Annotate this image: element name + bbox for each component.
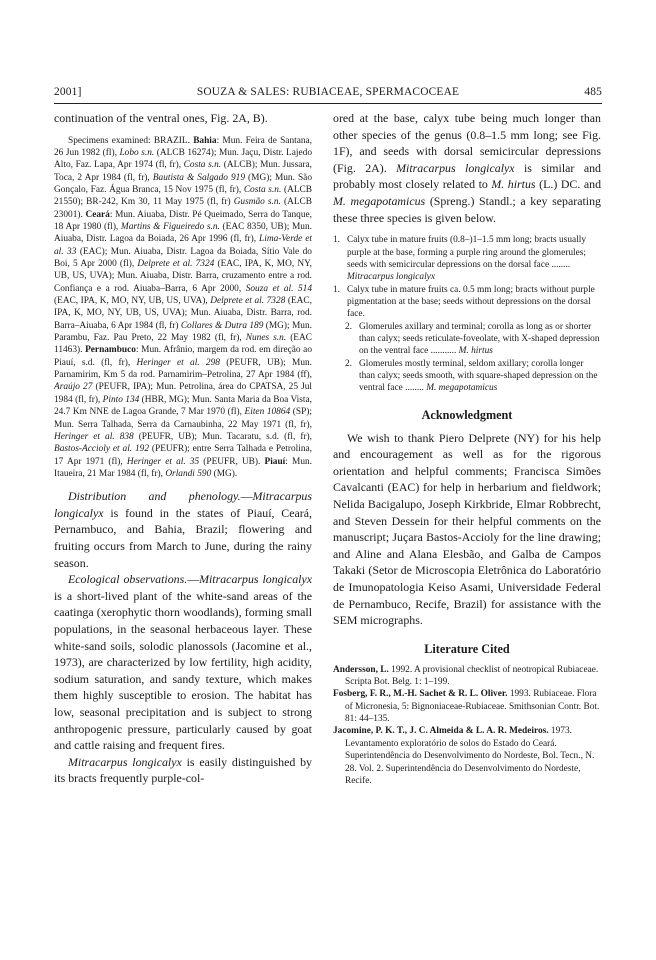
collector: Delprete et al. 7328 [210, 296, 286, 307]
key-taxon: Mitracarpus longicalyx [347, 272, 435, 283]
right-column [333, 110, 601, 787]
key-text: Glomerules axillary and terminal; corolla as long as or shorter than calyx; seeds reticulate-foveolate, with X-shaped depression on the ventral face [359, 321, 600, 357]
key-lead [359, 358, 601, 395]
reference-authors: Jacomine, P. K. T., J. C. Almeida & L. A. R. Medeiros. [333, 726, 549, 737]
distribution-paragraph [54, 488, 312, 571]
key-number: 1. [333, 235, 341, 246]
reference-text: 1973. Levantamento exploratório de solos do Estado do Ceará. Superintendência do Desenvolvimento do Nordeste, Bol. Tecn., N. 28. Vol. 2. Superintendência do Desenvolvimento do Nordeste, Recife. [345, 726, 595, 786]
key-text: Glomerules mostly terminal, seldom axillary; corolla longer than calyx; seeds smooth, with square-shaped depression on the ventral face [359, 358, 598, 394]
reference-authors: Andersson, L. [333, 664, 389, 675]
collector: Lobo s.n. [119, 147, 155, 158]
running-title: SOUZA & SALES: RUBIACEAE, SPERMACOCEAE [196, 86, 460, 98]
collector: Heringer et al. 838 [54, 431, 134, 442]
ecology-heading: Ecological observations. [68, 572, 188, 587]
collector: Heringer et al. 298 [136, 357, 220, 368]
specimen-text: (MG); Mun. São Gonçalo, Faz. Água Branca, 15 Nov 1975 (fl, fr), [54, 172, 312, 195]
distribution-text: is found in the states of Piauí, Ceará, Pernambuco, and Bahia, Brazil; flowering and fruiting occurs from March to June, during the rainy season. [54, 505, 312, 570]
em-dash: — [187, 572, 200, 587]
key-couplet-2a [333, 321, 601, 358]
key-couplet-1a [333, 234, 601, 283]
paragraph-text: ored at the base, calyx tube being much longer than other species of the genus (0.8–1.5 mm long; see Fig. 1F), and seeds with dorsal semicircular depressions (Fig. 2A). [333, 111, 601, 175]
reference-text: 1993. Rubiaceae. Flora of Micronesia, 5: Bignoniaceae-Rubiaceae. Smithsonian Contr. Bot. 81: 44–135. [345, 689, 600, 725]
key-lead [359, 321, 601, 358]
collector: Martins & Figueiredo s.n. [120, 222, 220, 232]
key-leader: ........... [428, 346, 459, 357]
diagnosis-paragraph [54, 754, 312, 787]
species-name: Mitracarpus longicalyx [54, 489, 312, 520]
volume-year: 2001] [54, 86, 82, 98]
reference-item [333, 688, 601, 725]
ecology-text: is a short-lived plant of the white-sand areas of the caatinga (xerophytic thorn woodlands), forming small populations, in the seasonal herbaceous layer. These white-sand soils, solodic planossols (Jacomine et al., 1973), are characterized by low fertility, high acidity, sodium saturation, and sandy texture, which makes them highly susceptible to erosion. The habitat has low, seasonal precipitation and is subject to strong anthropogenic pressure, particularly caused by goat and cattle raising and frequent fires. [54, 588, 312, 753]
specimen-text: (EAC, IPA, K, MO, NY, UB, US, UVA); Mun. Aiuaba, Distr. Barra, cruzamento entre a rod. Confiança e a rod. Aiuaba–Barra, 6 Apr 2000, [54, 259, 312, 294]
key-number: 2. [345, 358, 353, 369]
collector: Bastos-Accioly et al. 192 [54, 444, 150, 455]
acknowledgment-text: We wish to thank Piero Delprete (NY) for his help and encouragement as well as for the rigorous orientation and helpful comments; Francisca Simões Cavalcanti (EAC) for help in herbarium and fieldwork; Nelida Bacigalupo, Joseph Kirkbride, Elmar Robbrecht, and Steven Dessein for their helpful comments on the manuscript; Juçara Bastos-Accioly for the line drawing; and Aline and Alana Elesbão, and Galba de Campos Takaki (Setor de Microscopia Eletrônica do Laboratório de Imunopatologia Keiso Asami, Universidade Federal de Pernambuco, Recife, Brazil) for assistance with the SEM micrographs. [333, 430, 601, 628]
reference-item [333, 725, 601, 787]
reference-item [333, 664, 601, 689]
specimen-text: : Mun. Aiuaba, Distr. Pé Queimado, Serra do Tanque, 18 Apr 1980 (fl), [54, 209, 312, 232]
paragraph-text: (Spreng.) Standl.; a key separating these three species is given below. [333, 193, 601, 225]
comparison-paragraph [333, 110, 601, 226]
paragraph-text: is similar and probably most closely related to [333, 160, 601, 192]
header-rule [54, 103, 602, 104]
key-taxon: M. hirtus [458, 346, 493, 357]
specimens-examined [54, 135, 312, 481]
specimen-text: (ALCB 21550); BR-242, Km 30, 11 May 1975 (fl, fr) [54, 184, 312, 208]
collector: Bautista & Salgado 919 [152, 172, 245, 183]
key-number: 1. [333, 284, 341, 295]
specimen-text: (EAC 11463). [54, 333, 312, 356]
state-ceara: Ceará [85, 209, 110, 220]
collector: Pinto 134 [102, 394, 140, 405]
left-column [54, 110, 312, 787]
state-piaui: Piauí [264, 456, 286, 467]
distribution-heading: Distribution and phenology. [68, 489, 241, 504]
specimen-text: (ALCB 16274); Mun. Jaçu, Distr. Lajedo Alto, Faz. Lapa, Apr 1974 (fl, fr), [54, 147, 313, 171]
species-name: Mitracarpus longicalyx [68, 754, 182, 769]
collector: Costa s.n. [243, 184, 282, 195]
page-number: 485 [584, 86, 602, 98]
collector: Delprete et al. 7324 [137, 259, 215, 270]
species-name: Mitracarpus longicalyx [396, 160, 515, 175]
collector: Gusmão s.n. [233, 197, 281, 208]
reference-text: 1992. A provisional checklist of neotropical Rubiaceae. Scripta Bot. Belg. 1: 1–199. [345, 664, 599, 688]
collector: Lima-Verde et al. 33 [54, 234, 312, 257]
specimen-text: (ALCB); Mun. Jussara, Toca, 2 Apr 1984 (fl, fr), [54, 160, 313, 183]
specimen-text: : Mun. Itaueira, 21 Mar 1984 (fl, fr), [54, 456, 312, 479]
key-taxon: M. megapotamicus [426, 383, 498, 394]
specimen-text: : Mun. Feira de Santana, 26 Jun 1982 (fl), [54, 135, 313, 158]
collector: Nunes s.n. [245, 333, 287, 344]
specimen-text: (EAC, IPA, K, MO, NY, UB, US, UVA), [54, 296, 211, 307]
collector: Souza et al. 514 [245, 283, 312, 294]
identification-key [333, 234, 601, 394]
running-head [54, 86, 602, 104]
collector: Araújo 27 [54, 382, 93, 393]
key-leader: ........ [549, 259, 571, 270]
reference-authors: Fosberg, F. R., M.-H. Sachet & R. L. Oliver. [333, 689, 508, 700]
diagnosis-text: is easily distinguished by its bracts frequently purple-col- [54, 754, 313, 786]
collector: Costa s.n. [183, 160, 222, 171]
key-text: Calyx tube in mature fruits (0.8–)1–1.5 mm long; bracts usually purple at the base, forming a purple ring around the glomerules; seeds with semicircular depressions on the dorsal face [347, 235, 587, 270]
specimen-text: (PEUFR, IPA); Mun. Petrolina, área do CPATSA, 25 Jul 1984 (fl, fr), [54, 382, 312, 405]
key-lead [347, 284, 601, 321]
acknowledgment-heading: Acknowledgment [421, 407, 513, 422]
state-bahia: Bahia [193, 135, 217, 146]
paragraph-text: (L.) DC. and [535, 177, 602, 192]
species-name: M. megapotamicus [333, 193, 426, 208]
specimen-text: (EAC); Mun. Aiuaba, Distr. Lagoa da Boiada, Sítio Vale do Boi, 5 Apr 2000 (fl), [54, 246, 312, 270]
specimen-text: (PEUFR, UB); Mun. Parnamirim, Km 5 da rod. Parnamirim–Petrolina, 27 Apr 1984 (ff), [54, 357, 313, 381]
specimen-text: (PEUFR, UB); Mun. Tacaratu, s.d. (fl, fr), [133, 431, 312, 442]
key-number: 2. [345, 321, 353, 332]
collector: Eiten 10864 [244, 407, 291, 418]
key-couplet-1b [333, 284, 601, 321]
key-lead [347, 234, 601, 283]
species-name: Mitracarpus longicalyx [199, 572, 313, 587]
key-leader: ........ [402, 383, 427, 394]
specimen-text: (SP); Mun. Serra Talhada, Serra da Carnaubinha, 22 May 1971 (fl, fr), [54, 407, 312, 430]
key-couplet-2b [333, 358, 601, 395]
specimen-text: (PEUFR); entre Serra Talhada e Petrolina, 17 Apr 1971 (fl), [54, 444, 312, 467]
specimen-text: (HBR, MG); Mun. Santa Maria da Boa Vista, 24.7 Km NNE de Lagoa Grande, 7 Mar 1970 (fl), [54, 394, 312, 418]
collector: Collares & Dutra 189 [180, 320, 264, 331]
key-text: Calyx tube in mature fruits ca. 0.5 mm long; bracts without purple pigmentation at the base; seeds without depressions on the dorsal face. [347, 284, 595, 320]
specimen-text: (PEUFR, UB). [199, 456, 265, 467]
specimen-text: (MG); Mun. Parambu, Faz. Pau Preto, 22 May 1982 (fl, fr), [54, 320, 312, 344]
specimen-text: (EAC, IPA, K, MO, NY, UB, US, UVA); Mun. Aiuaba, Distr. Barra, rod. Barra–Aiuaba, 6 Apr 1984 (fl, fr) [54, 296, 312, 331]
em-dash: — [240, 489, 253, 504]
collector: Orlandi 590 [165, 468, 212, 479]
state-pernambuco: Pernambuco [85, 345, 136, 356]
specimen-text: (ALCB 23001). [54, 197, 313, 220]
literature-heading: Literature Cited [424, 641, 510, 656]
ecology-paragraph [54, 571, 312, 754]
continuation-paragraph: continuation of the ventral ones, Fig. 2A, B). [54, 111, 268, 125]
specimens-lead: Specimens examined: BRAZIL. [68, 135, 194, 146]
specimen-text: (MG). [211, 468, 238, 479]
specimen-text: : Mun. Afrânio, margem da rod. em direção ao Piauí, s.d. (fl, fr), [54, 345, 312, 368]
species-name: M. hirtus [491, 177, 536, 192]
collector: Heringer et al. 35 [126, 456, 200, 467]
specimen-text: (EAC 8350, UB); Mun. Aiuaba, Distr. Lagoa da Boiada, 26 Apr 1996 (fl, fr), [54, 222, 312, 245]
